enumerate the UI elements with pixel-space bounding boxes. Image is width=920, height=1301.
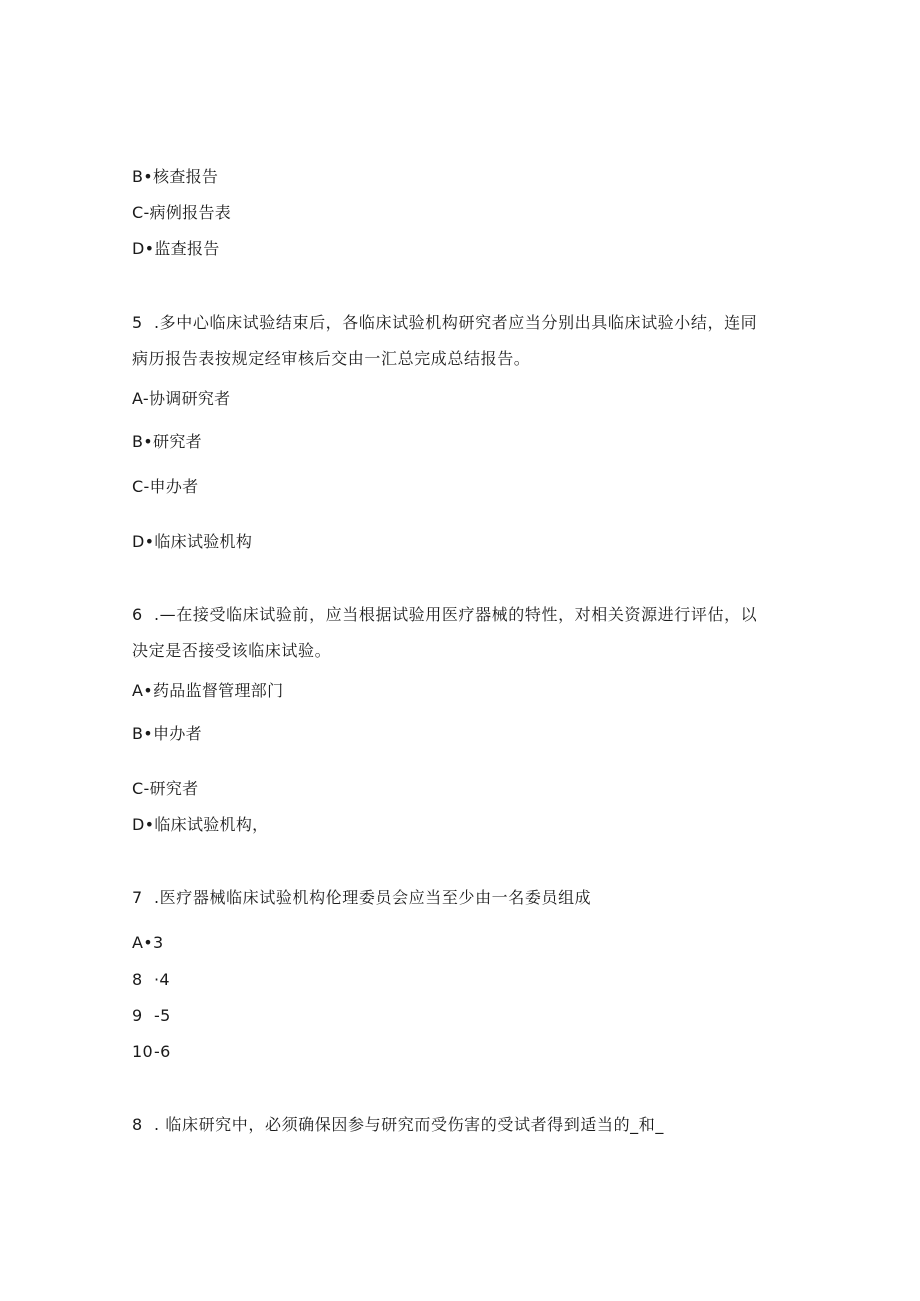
question-text: .—在接受临床试验前，应当根据试验用医疗器械的特性，对相关资源进行评估，以	[154, 605, 758, 624]
q7-option-3	[132, 1006, 171, 1026]
question-text: .多中心临床试验结束后，各临床试验机构研究者应当分别出具临床试验小结，连同	[154, 313, 758, 332]
question-text: . 临床研究中，必须确保因参与研究而受伤害的受试者得到适当的_和_	[154, 1115, 664, 1134]
q6-option-a: A•药品监督管理部门	[132, 681, 284, 700]
option-b: B•核查报告	[132, 167, 219, 186]
option-value: ·4	[154, 970, 170, 989]
q5-option-b: B•研究者	[132, 432, 202, 451]
q6-option-c: C-研究者	[132, 779, 199, 798]
q5-option-d: D•临床试验机构	[132, 532, 253, 551]
q7-option-4	[132, 1042, 171, 1062]
q5-option-c: C-申办者	[132, 477, 199, 496]
q7-option-2	[132, 970, 170, 990]
question-number: 8	[132, 1115, 143, 1134]
option-value: -6	[154, 1042, 171, 1061]
question-8-line-1	[132, 1115, 664, 1135]
question-text: .医疗器械临床试验机构伦理委员会应当至少由一名委员组成	[154, 888, 592, 907]
q5-option-a: A-协调研究者	[132, 389, 231, 408]
q6-option-b: B•申办者	[132, 724, 202, 743]
question-number: 7	[132, 888, 143, 907]
question-5-line-1	[132, 313, 757, 333]
question-7-line-1	[132, 888, 591, 908]
q7-option-a	[132, 933, 163, 953]
question-number: 6	[132, 605, 143, 624]
option-c: C-病例报告表	[132, 203, 232, 222]
question-6-line-1	[132, 605, 757, 625]
option-d: D•监查报告	[132, 239, 220, 258]
q6-option-d: D•临床试验机构，	[132, 815, 269, 834]
question-6-line-2: 决定是否接受该临床试验。	[132, 641, 332, 660]
question-number: 5	[132, 313, 143, 332]
question-5-line-2: 病历报告表按规定经审核后交由一汇总完成总结报告。	[132, 349, 531, 368]
option-prefix: A•3	[132, 933, 164, 952]
option-prefix: 9	[132, 1006, 143, 1025]
option-value: -5	[154, 1006, 171, 1025]
option-prefix: 10	[132, 1042, 153, 1061]
option-prefix: 8	[132, 970, 143, 989]
